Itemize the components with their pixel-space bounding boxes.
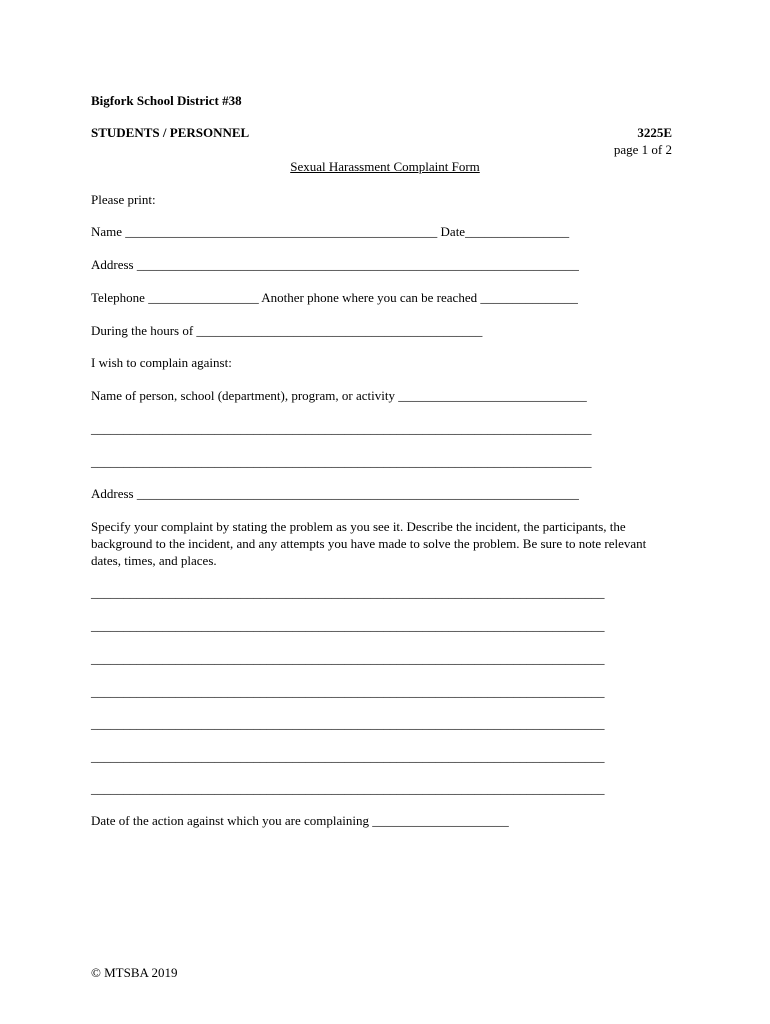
complaint-line-6[interactable]: _______________________________________________________________________________ (91, 749, 605, 764)
person-blank-line-1[interactable]: _____________________________________________________________________________ (91, 421, 592, 436)
complaint-line-2[interactable]: _______________________________________________________________________________ (91, 618, 605, 633)
complaint-line-4[interactable]: _______________________________________________________________________________ (91, 684, 605, 699)
complain-against-label: I wish to complain against: (91, 355, 232, 370)
person-blank-line-2[interactable]: _____________________________________________________________________________ (91, 454, 592, 469)
page-indicator: page 1 of 2 (613, 142, 672, 157)
section-heading: STUDENTS / PERSONNEL (91, 125, 250, 140)
complaint-instructions: Specify your complaint by stating the problem as you see it. Describe the incident, the participants, the background to the incident, and any attempts you have made to solve the problem. Be sure to note relevant dates, times, and places. (91, 519, 647, 568)
address-field[interactable]: Address ____________________________________________________________________ (91, 257, 579, 272)
action-date-field[interactable]: Date of the action against which you are complaining _____________________ (91, 813, 509, 828)
person-name-field[interactable]: Name of person, school (department), program, or activity _____________________________ (91, 388, 587, 403)
district-name: Bigfork School District #38 (91, 93, 242, 108)
complaint-line-3[interactable]: _______________________________________________________________________________ (91, 651, 605, 666)
complaint-line-5[interactable]: _______________________________________________________________________________ (91, 716, 605, 731)
please-print-label: Please print: (91, 192, 156, 207)
telephone-field[interactable]: Telephone _________________ Another phone where you can be reached _______________ (91, 290, 578, 305)
name-date-field[interactable]: Name ________________________________________________ Date________________ (91, 224, 570, 239)
policy-number: 3225E (637, 125, 672, 140)
person-address-field[interactable]: Address ____________________________________________________________________ (91, 486, 579, 501)
complaint-line-7[interactable]: _______________________________________________________________________________ (91, 781, 605, 796)
hours-field[interactable]: During the hours of ____________________________________________ (91, 323, 483, 338)
complaint-line-1[interactable]: _______________________________________________________________________________ (91, 585, 605, 600)
form-title: Sexual Harassment Complaint Form (290, 159, 480, 174)
copyright-notice: © MTSBA 2019 (91, 965, 178, 980)
